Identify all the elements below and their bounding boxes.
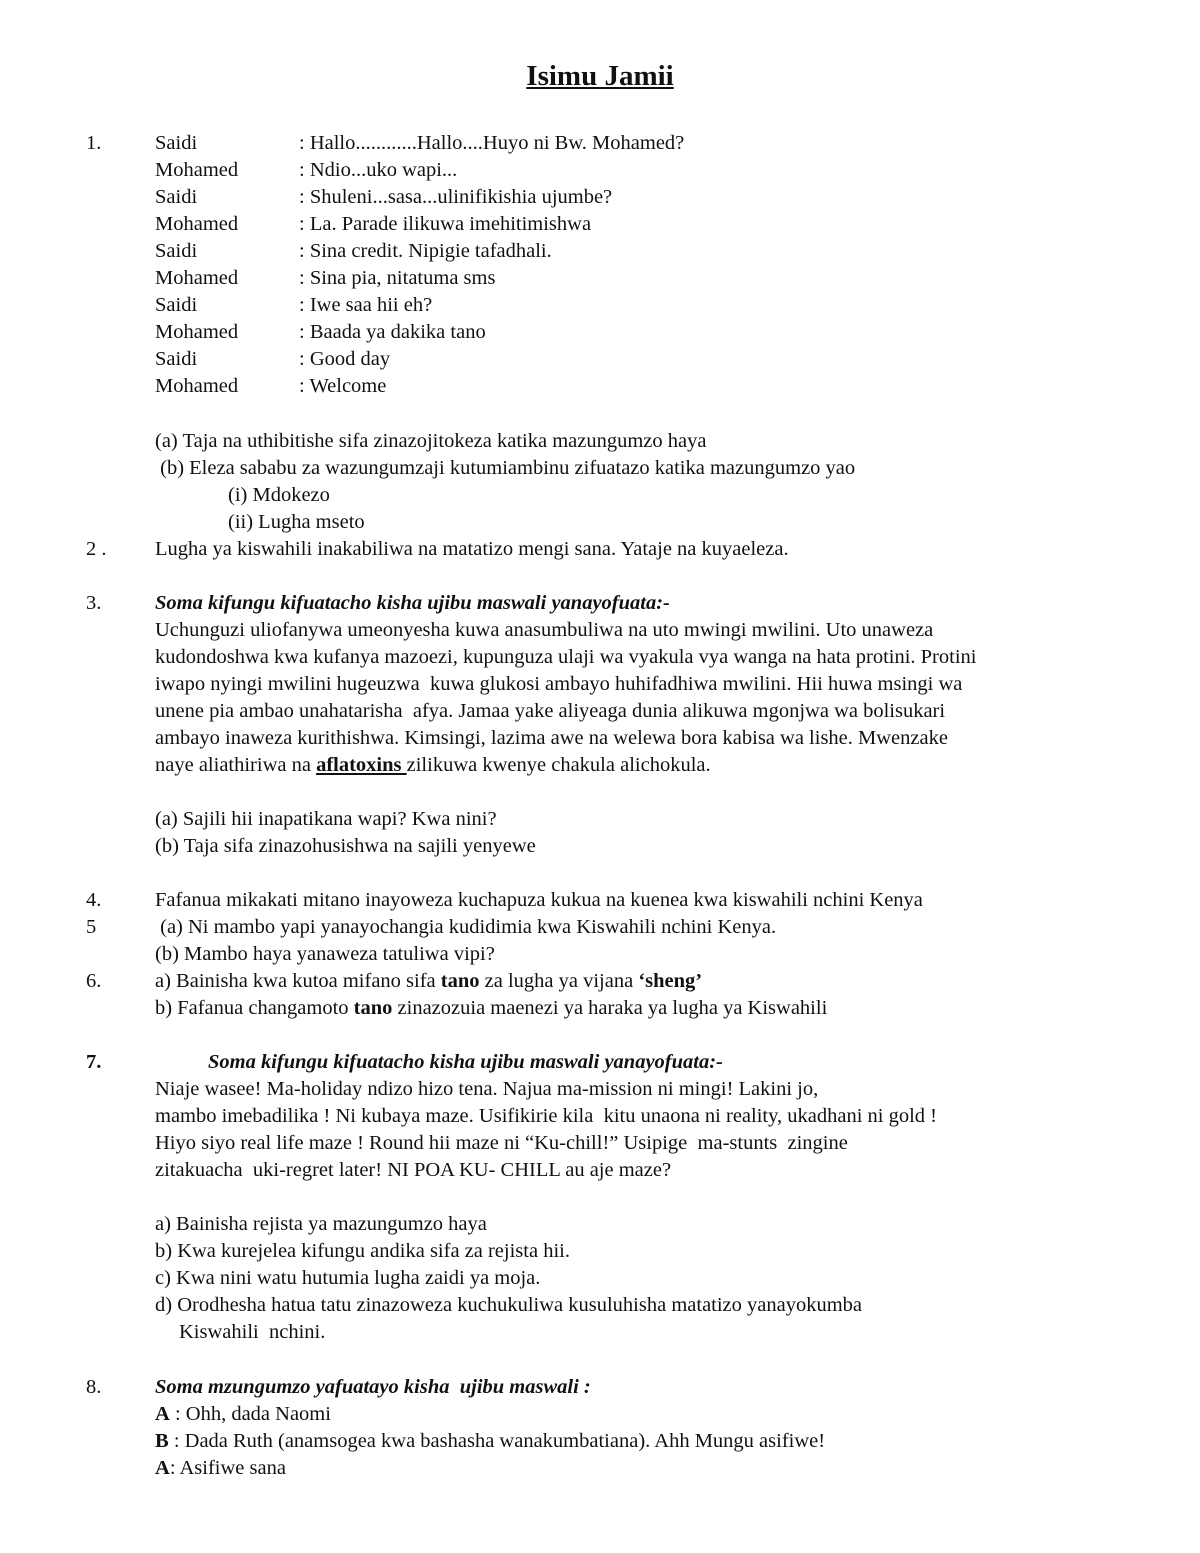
passage-line: iwapo nyingi mwilini hugeuzwa kuwa glukosi ambayo huhifadhiwa mwilini. Hii huwa msingi wa xyxy=(155,673,963,695)
speaker: Mohamed xyxy=(155,267,239,289)
text: za lugha ya vijana xyxy=(479,970,639,992)
utterance: : Sina credit. Nipigie tafadhali. xyxy=(299,240,552,262)
part-b: b) Kwa kurejelea kifungu andika sifa za rejista hii. xyxy=(155,1240,570,1262)
utterance: : Iwe saa hii eh? xyxy=(299,294,433,316)
dialogue xyxy=(155,130,1146,400)
utterance: : Shuleni...sasa...ulinifikishia ujumbe? xyxy=(299,186,613,208)
keyword-aflatoxins: aflatoxins xyxy=(316,754,407,776)
question-1 xyxy=(86,130,1146,400)
bold-tano: tano xyxy=(353,997,393,1019)
question-7 xyxy=(86,1049,1146,1346)
speaker: B xyxy=(155,1430,169,1452)
dialogue-line xyxy=(155,1455,1146,1482)
instruction: Soma kifungu kifuatacho kisha ujibu maswali yanayofuata:- xyxy=(208,1051,723,1073)
utterance: : Dada Ruth (anamsogea kwa bashasha wanakumbatiana). Ahh Mungu asifiwe! xyxy=(168,1430,826,1452)
part-b: (b) Taja sifa zinazohusishwa na sajili yenyewe xyxy=(155,835,536,857)
part-b xyxy=(155,995,1146,1022)
utterance: : Ndio...uko wapi... xyxy=(299,159,458,181)
question-8 xyxy=(86,1374,1146,1482)
dialogue-line xyxy=(155,373,1146,400)
dialogue-line xyxy=(155,319,1146,346)
sub-part-i: (i) Mdokezo xyxy=(228,484,330,506)
dialogue-line xyxy=(155,292,1146,319)
speaker: Saidi xyxy=(155,186,198,208)
question-number: 5 xyxy=(86,916,97,938)
question-number: 6. xyxy=(86,970,102,992)
speaker: Saidi xyxy=(155,240,198,262)
speaker: Mohamed xyxy=(155,159,239,181)
dialogue-line xyxy=(155,265,1146,292)
bold-sheng: ‘sheng’ xyxy=(638,970,703,992)
speaker: Mohamed xyxy=(155,375,239,397)
sub-part-ii: (ii) Lugha mseto xyxy=(228,511,365,533)
instruction: Soma kifungu kifuatacho kisha ujibu maswali yanayofuata:- xyxy=(155,592,670,614)
speaker: A xyxy=(155,1403,170,1425)
speaker: Mohamed xyxy=(155,321,239,343)
passage-line: ambayo inaweza kurithishwa. Kimsingi, lazima awe na welewa bora kabisa wa lishe. Mwenzake xyxy=(155,727,948,749)
speaker: Mohamed xyxy=(155,213,239,235)
passage-line: unene pia ambao unahatarisha afya. Jamaa yake aliyeaga dunia alikuwa mgonjwa wa bolisukari xyxy=(155,700,946,722)
question-number: 2 . xyxy=(86,538,107,560)
part-b: (b) Eleza sababu za wazungumzaji kutumiambinu zifuatazo katika mazungumzo yao xyxy=(155,457,856,479)
part-d-continued: Kiswahili nchini. xyxy=(179,1321,326,1343)
part-a xyxy=(155,968,1146,995)
question-1-parts xyxy=(86,428,1146,536)
question-5 xyxy=(86,914,1146,968)
question-number: 7. xyxy=(86,1051,102,1073)
utterance: : Asifiwe sana xyxy=(169,1457,286,1479)
dialogue-line xyxy=(155,211,1146,238)
speaker: Saidi xyxy=(155,294,198,316)
question-2 xyxy=(86,536,1146,563)
dialogue-line xyxy=(155,130,1146,157)
passage-line: Hiyo siyo real life maze ! Round hii maze ni “Ku-chill!” Usipige ma-stunts zingine xyxy=(155,1132,848,1154)
speaker: Saidi xyxy=(155,132,198,154)
question-3 xyxy=(86,590,1146,860)
dialogue-line xyxy=(155,238,1146,265)
passage-line: Uchunguzi uliofanywa umeonyesha kuwa anasumbuliwa na uto mwingi mwilini. Uto unaweza xyxy=(155,619,934,641)
dialogue-line xyxy=(155,346,1146,373)
utterance: : Sina pia, nitatuma sms xyxy=(299,267,496,289)
utterance: : Hallo............Hallo....Huyo ni Bw. Mohamed? xyxy=(299,132,685,154)
question-text: Lugha ya kiswahili inakabiliwa na matatizo mengi sana. Yataje na kuyaeleza. xyxy=(155,538,789,560)
text: zinazozuia maenezi ya haraka ya lugha ya Kiswahili xyxy=(392,997,828,1019)
passage-line: kudondoshwa kwa kufanya mazoezi, kupunguza ulaji wa vyakula vya wanga na hata protini. Protini xyxy=(155,646,977,668)
question-6 xyxy=(86,968,1146,1022)
dialogue-line xyxy=(155,1401,1146,1428)
instruction: Soma mzungumzo yafuatayo kisha ujibu maswali : xyxy=(155,1376,591,1398)
part-d: d) Orodhesha hatua tatu zinazoweza kuchukuliwa kusuluhisha matatizo yanayokumba xyxy=(155,1294,863,1316)
utterance: : Welcome xyxy=(299,375,387,397)
speaker: Saidi xyxy=(155,348,198,370)
question-number: 1. xyxy=(86,132,102,154)
question-number: 8. xyxy=(86,1376,102,1398)
text: a) Bainisha kwa kutoa mifano sifa xyxy=(155,970,441,992)
passage-line: zitakuacha uki-regret later! NI POA KU- CHILL au aje maze? xyxy=(155,1159,672,1181)
part-a: (a) Sajili hii inapatikana wapi? Kwa nini? xyxy=(155,808,497,830)
utterance: : Baada ya dakika tano xyxy=(299,321,486,343)
part-a: (a) Taja na uthibitishe sifa zinazojitokeza katika mazungumzo haya xyxy=(155,430,707,452)
part-c: c) Kwa nini watu hutumia lugha zaidi ya moja. xyxy=(155,1267,541,1289)
text: b) Fafanua changamoto xyxy=(155,997,354,1019)
document-title: Isimu Jamii xyxy=(526,60,674,92)
passage-text: naye aliathiriwa na xyxy=(155,754,317,776)
part-b: (b) Mambo haya yanaweza tatuliwa vipi? xyxy=(155,943,495,965)
part-a: a) Bainisha rejista ya mazungumzo haya xyxy=(155,1213,487,1235)
question-number: 3. xyxy=(86,592,102,614)
question-number: 4. xyxy=(86,889,102,911)
utterance: : La. Parade ilikuwa imehitimishwa xyxy=(299,213,592,235)
dialogue-line xyxy=(155,1428,1146,1455)
passage-line: mambo imebadilika ! Ni kubaya maze. Usifikirie kila kitu unaona ni reality, ukadhani ni gold ! xyxy=(155,1105,938,1127)
passage-line xyxy=(155,752,1146,779)
bold-tano: tano xyxy=(440,970,480,992)
dialogue-line xyxy=(155,157,1146,184)
question-text: Fafanua mikakati mitano inayoweza kuchapuza kukua na kuenea kwa kiswahili nchini Kenya xyxy=(155,889,923,911)
utterance: : Ohh, dada Naomi xyxy=(169,1403,331,1425)
speaker: A xyxy=(155,1457,170,1479)
utterance: : Good day xyxy=(299,348,391,370)
question-4 xyxy=(86,887,1146,914)
part-a: (a) Ni mambo yapi yanayochangia kudidimia kwa Kiswahili nchini Kenya. xyxy=(155,916,777,938)
dialogue-line xyxy=(155,184,1146,211)
passage-line: Niaje wasee! Ma-holiday ndizo hizo tena. Najua ma-mission ni mingi! Lakini jo, xyxy=(155,1078,819,1100)
passage-text: zilikuwa kwenye chakula alichokula. xyxy=(406,754,711,776)
